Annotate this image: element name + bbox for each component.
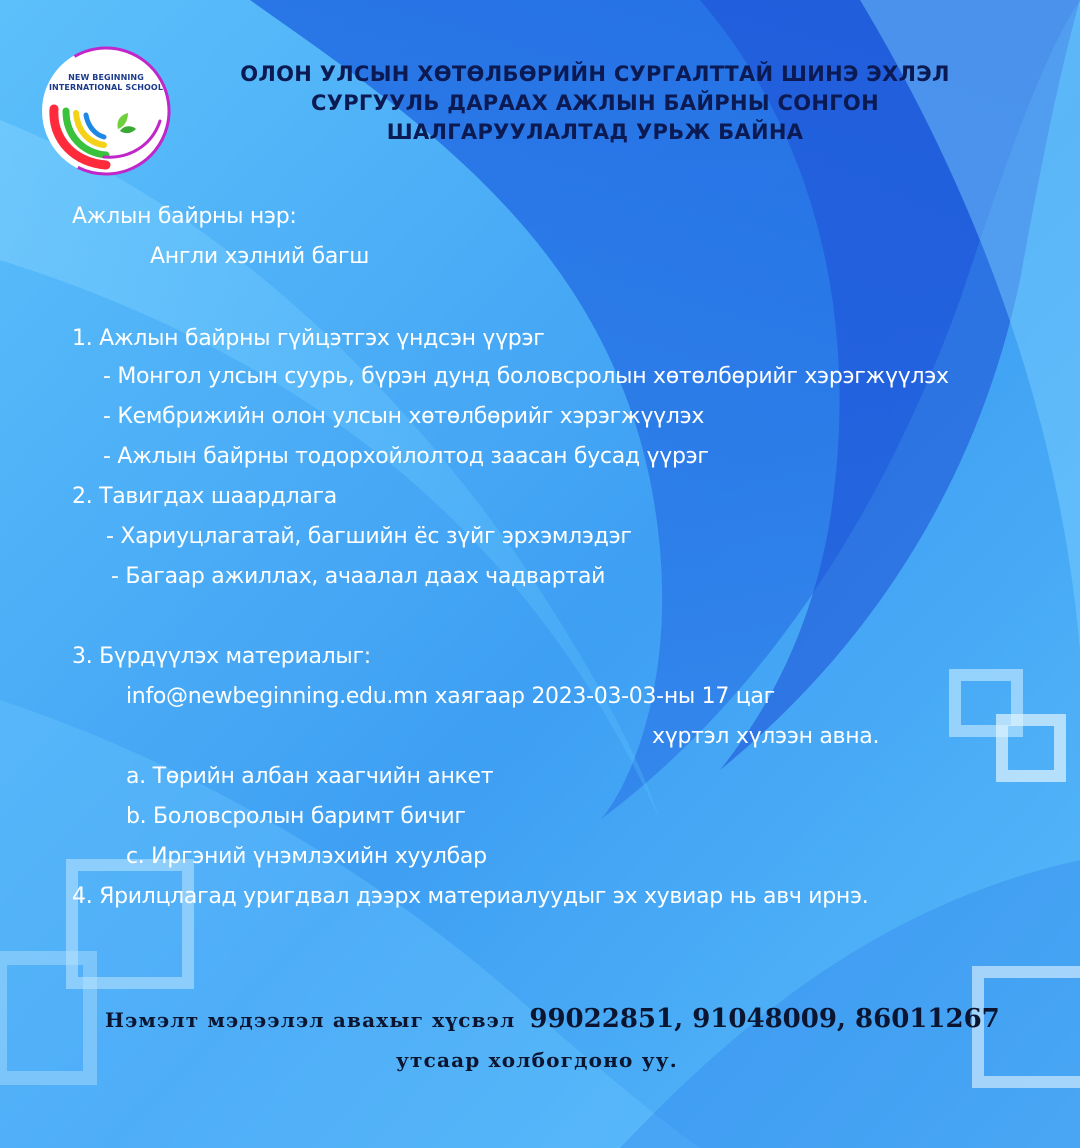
section-3-heading: 3. Бүрдүүлэх материалыг:: [72, 644, 371, 669]
section-2-item: - Хариуцлагатай, багшийн ёс зүйг эрхэмлэдэг: [106, 524, 632, 549]
title-line-3: ШАЛГАРУУЛАЛТАД УРЬЖ БАЙНА: [386, 120, 804, 144]
section-1-item: - Кембрижийн олон улсын хөтөлбөрийг хэрэгжүүлэх: [103, 404, 705, 429]
job-name: Англи хэлний багш: [150, 244, 370, 269]
title-line-2: СУРГУУЛЬ ДАРААХ АЖЛЫН БАЙРНЫ СОНГОН: [311, 91, 879, 115]
section-4-heading: 4. Ярилцлагад уригдвал дээрх материалуудыг эх хувиар нь авч ирнэ.: [72, 884, 869, 909]
contact-text: Нэмэлт мэдээлэл авахыг хүсвэл: [105, 1008, 516, 1032]
section-1-item: - Монгол улсын суурь, бүрэн дунд боловсролын хөтөлбөрийг хэрэгжүүлэх: [103, 364, 949, 389]
material-item: b. Боловсролын баримт бичиг: [126, 804, 466, 829]
section-1-heading: 1. Ажлын байрны гүйцэтгэх үндсэн үүрэг: [72, 326, 545, 351]
school-logo: [40, 45, 172, 177]
section-2-item: - Багаар ажиллах, ачаалал даах чадвартай: [111, 564, 606, 589]
material-item: a. Төрийн албан хаагчийн анкет: [126, 764, 494, 789]
logo-line-2: INTERNATIONAL SCHOOL: [48, 83, 164, 92]
submission-deadline-line-1: info@newbeginning.edu.mn хаягаар 2023-03-03-ны 17 цаг: [126, 684, 775, 709]
page-title: [180, 60, 1010, 147]
section-1-item: - Ажлын байрны тодорхойлолтод заасан бусад үүрэг: [103, 444, 709, 469]
contact-line-2: утсаар холбогдоно уу.: [396, 1048, 678, 1072]
job-label: Ажлын байрны нэр:: [72, 204, 297, 229]
contact-line-1: [105, 1004, 1000, 1034]
material-item: c. Иргэний үнэмлэхийн хуулбар: [126, 844, 487, 869]
section-2-heading: 2. Тавигдах шаардлага: [72, 484, 337, 509]
logo-line-1: NEW BEGINNING: [68, 73, 144, 82]
logo-emblem-icon: [40, 45, 172, 177]
submission-deadline-line-2: хүртэл хүлээн авна.: [652, 724, 880, 749]
contact-phones: 99022851, 91048009, 86011267: [529, 1004, 1000, 1034]
title-line-1: ОЛОН УЛСЫН ХӨТӨЛБӨРИЙН СУРГАЛТТАЙ ШИНЭ ЭХЛЭЛ: [240, 62, 950, 86]
